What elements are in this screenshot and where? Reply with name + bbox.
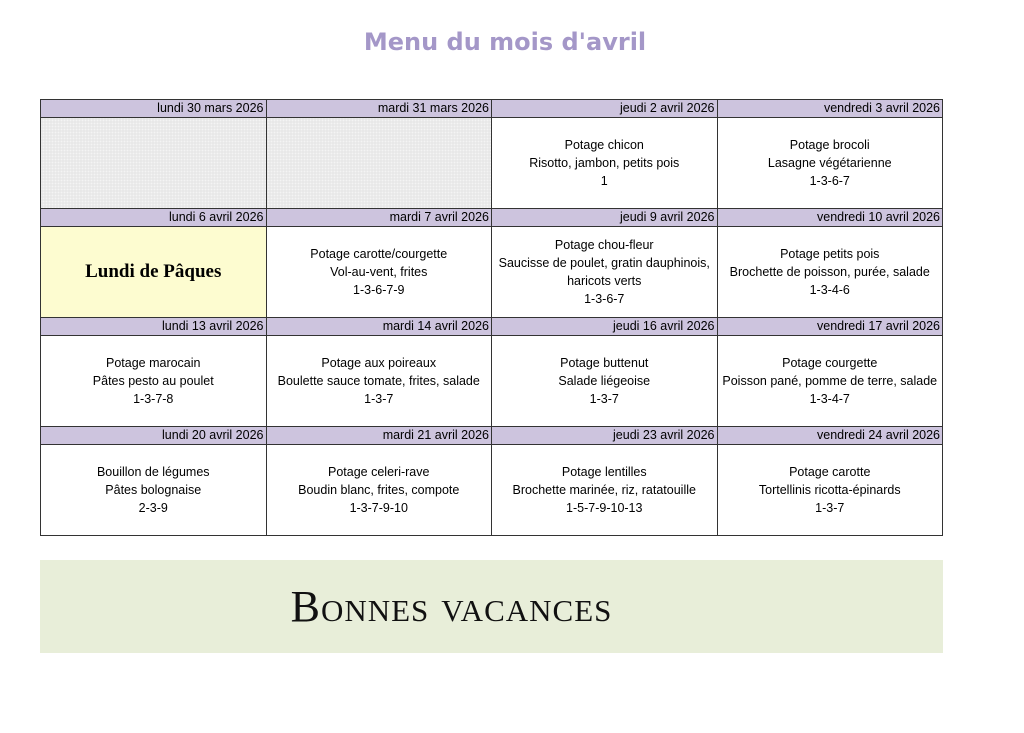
menu-soup: Potage carotte/courgette xyxy=(310,247,448,261)
menu-soup: Potage marocain xyxy=(105,356,201,370)
day-date: mardi 14 avril 2026 xyxy=(266,318,492,336)
day-menu-cell xyxy=(717,118,943,209)
menu-main: Pâtes bolognaise xyxy=(105,483,202,497)
day-menu-cell xyxy=(41,445,267,536)
day-date: mardi 7 avril 2026 xyxy=(266,209,492,227)
day-menu-cell xyxy=(266,336,492,427)
day-date: lundi 6 avril 2026 xyxy=(41,209,267,227)
menu-allergens: 1-3-7-9-10 xyxy=(349,501,408,515)
menu-main: Pâtes pesto au poulet xyxy=(92,374,214,388)
menu-main: Boulette sauce tomate, frites, salade xyxy=(277,374,480,388)
menu-soup: Potage lentilles xyxy=(561,465,647,479)
menu-allergens: 1-3-6-7 xyxy=(809,174,850,188)
vacation-banner xyxy=(40,560,943,653)
menu-allergens: 1-3-7-8 xyxy=(133,392,174,406)
page-title: Menu du mois d'avril xyxy=(363,28,647,56)
day-date: jeudi 16 avril 2026 xyxy=(492,318,718,336)
week-menu-row xyxy=(41,118,943,209)
menu-soup: Potage carotte xyxy=(789,465,871,479)
week-header-row xyxy=(41,100,943,118)
menu-main: Vol-au-vent, frites xyxy=(330,265,428,279)
day-menu-cell xyxy=(717,227,943,318)
menu-allergens: 1-3-6-7 xyxy=(584,292,625,306)
menu-soup: Potage courgette xyxy=(782,356,878,370)
day-date: jeudi 2 avril 2026 xyxy=(492,100,718,118)
menu-allergens: 1-3-7 xyxy=(815,501,845,515)
menu-allergens: 1-3-7 xyxy=(589,392,619,406)
week-header-row xyxy=(41,318,943,336)
day-date: lundi 13 avril 2026 xyxy=(41,318,267,336)
day-date: lundi 30 mars 2026 xyxy=(41,100,267,118)
week-header-row xyxy=(41,427,943,445)
menu-main: Salade liégeoise xyxy=(558,374,651,388)
menu-soup: Potage celeri-rave xyxy=(328,465,430,479)
menu-main-cont: haricots verts xyxy=(567,274,642,288)
day-date: vendredi 24 avril 2026 xyxy=(717,427,943,445)
menu-main: Boudin blanc, frites, compote xyxy=(298,483,460,497)
day-menu-cell xyxy=(266,227,492,318)
day-menu-cell xyxy=(717,445,943,536)
menu-allergens: 1-3-4-7 xyxy=(809,392,850,406)
menu-allergens: 1-3-6-7-9 xyxy=(353,283,405,297)
menu-soup: Bouillon de légumes xyxy=(96,465,210,479)
empty-day-cell xyxy=(266,118,492,209)
menu-main: Tortellinis ricotta-épinards xyxy=(758,483,901,497)
day-date: vendredi 17 avril 2026 xyxy=(717,318,943,336)
banner-text: Bonnes vacances xyxy=(290,582,613,631)
day-menu-cell xyxy=(492,336,718,427)
menu-allergens: 1-5-7-9-10-13 xyxy=(566,501,643,515)
day-date: jeudi 23 avril 2026 xyxy=(492,427,718,445)
holiday-cell xyxy=(41,227,267,318)
menu-soup: Potage aux poireaux xyxy=(321,356,437,370)
menu-allergens: 1 xyxy=(600,174,608,188)
day-menu-cell xyxy=(492,227,718,318)
menu-main: Lasagne végétarienne xyxy=(767,156,892,170)
menu-main: Saucisse de poulet, gratin dauphinois, xyxy=(498,256,710,270)
day-menu-cell xyxy=(492,118,718,209)
day-menu-cell xyxy=(717,336,943,427)
menu-main: Brochette marinée, riz, ratatouille xyxy=(512,483,696,497)
menu-allergens: 1-3-4-6 xyxy=(809,283,850,297)
day-date: vendredi 10 avril 2026 xyxy=(717,209,943,227)
day-menu-cell xyxy=(41,336,267,427)
day-menu-cell xyxy=(266,445,492,536)
menu-soup: Potage buttenut xyxy=(560,356,649,370)
menu-allergens: 1-3-7 xyxy=(364,392,394,406)
week-header-row xyxy=(41,209,943,227)
menu-table xyxy=(40,99,943,536)
menu-main: Brochette de poisson, purée, salade xyxy=(729,265,930,279)
day-date: mardi 31 mars 2026 xyxy=(266,100,492,118)
menu-allergens: 2-3-9 xyxy=(138,501,168,515)
menu-soup: Potage chou-fleur xyxy=(554,238,654,252)
week-menu-row xyxy=(41,445,943,536)
menu-soup: Potage brocoli xyxy=(789,138,870,152)
menu-main: Risotto, jambon, petits pois xyxy=(529,156,680,170)
week-menu-row xyxy=(41,336,943,427)
day-date: jeudi 9 avril 2026 xyxy=(492,209,718,227)
day-date: lundi 20 avril 2026 xyxy=(41,427,267,445)
empty-day-cell xyxy=(41,118,267,209)
day-menu-cell xyxy=(492,445,718,536)
menu-soup: Potage petits pois xyxy=(780,247,880,261)
day-date: mardi 21 avril 2026 xyxy=(266,427,492,445)
menu-main: Poisson pané, pomme de terre, salade xyxy=(722,374,938,388)
day-date: vendredi 3 avril 2026 xyxy=(717,100,943,118)
menu-soup: Potage chicon xyxy=(564,138,644,152)
week-menu-row xyxy=(41,227,943,318)
holiday-label: Lundi de Pâques xyxy=(85,260,222,282)
